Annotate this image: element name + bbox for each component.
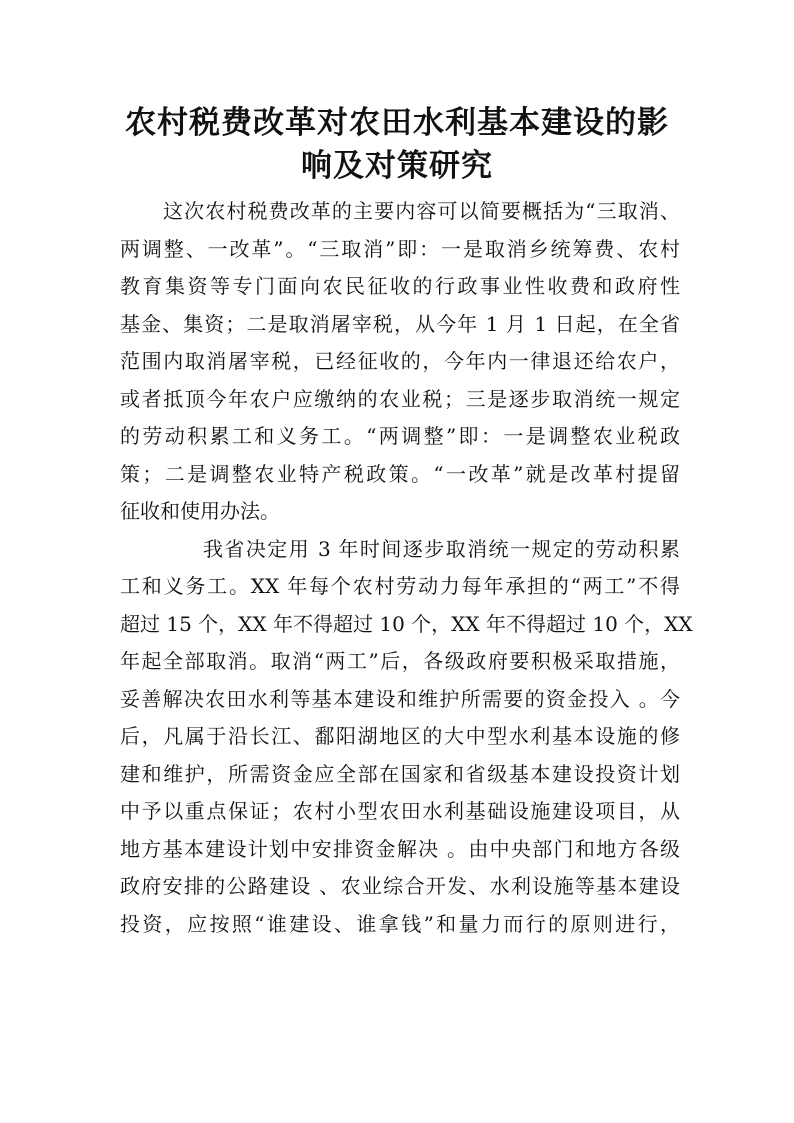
paragraph-1-line-8: 策；二是调整农业特产税政策。“一改革”就是改革村提留 [120, 462, 680, 486]
paragraph-2-line-3: 超过 15 个，XX 年不得超过 10 个，XX 年不得超过 10 个，XX [120, 612, 693, 636]
paragraph-2-line-7: 建和维护，所需资金应全部在国家和省级基本建设投资计划 [120, 762, 680, 786]
paragraph-2-line-11: 投资，应按照“谁建设、谁拿钱”和量力而行的原则进行， [120, 912, 680, 936]
paragraph-2-line-4: 年起全部取消。取消“两工”后，各级政府要积极采取措施， [120, 649, 680, 673]
paragraph-1-line-9: 征收和使用办法。 [120, 499, 280, 523]
paragraph-2-line-5: 妥善解决农田水利等基本建设和维护所需要的资金投入 。今 [120, 687, 680, 711]
paragraph-1-line-6: 或者抵顶今年农户应缴纳的农业税；三是逐步取消统一规定 [120, 387, 680, 411]
paragraph-1-line-7: 的劳动积累工和义务工。“两调整”即：一是调整农业税政 [120, 424, 680, 448]
paragraph-2-line-8: 中予以重点保证；农村小型农田水利基础设施建设项目，从 [120, 799, 680, 823]
paragraph-2-line-2: 工和义务工。XX 年每个农村劳动力每年承担的“两工”不得 [120, 574, 680, 598]
paragraph-2-line-1: 我省决定用 3 年时间逐步取消统一规定的劳动积累 [203, 537, 680, 561]
paragraph-1-line-4: 基金、集资；二是取消屠宰税，从今年 1 月 1 日起，在全省 [120, 312, 680, 336]
document-title-line-2: 响及对策研究 [301, 148, 493, 184]
paragraph-2-line-6: 后，凡属于沿长江、鄱阳湖地区的大中型水利基本设施的修 [120, 724, 680, 748]
paragraph-2-line-10: 政府安排的公路建设 、农业综合开发、水利设施等基本建设 [120, 874, 680, 898]
paragraph-1-line-2: 两调整、一改革”。“三取消”即：一是取消乡统筹费、农村 [120, 237, 680, 261]
document-title-line-1: 农村税费改革对农田水利基本建设的影 [125, 105, 669, 141]
paragraph-2-line-9: 地方基本建设计划中安排资金解决 。由中央部门和地方各级 [120, 837, 680, 861]
paragraph-1-line-3: 教育集资等专门面向农民征收的行政事业性收费和政府性 [120, 274, 680, 298]
paragraph-1-line-5: 范围内取消屠宰税，已经征收的，今年内一律退还给农户， [120, 349, 680, 373]
paragraph-1-line-1: 这次农村税费改革的主要内容可以简要概括为“三取消、 [163, 199, 680, 223]
